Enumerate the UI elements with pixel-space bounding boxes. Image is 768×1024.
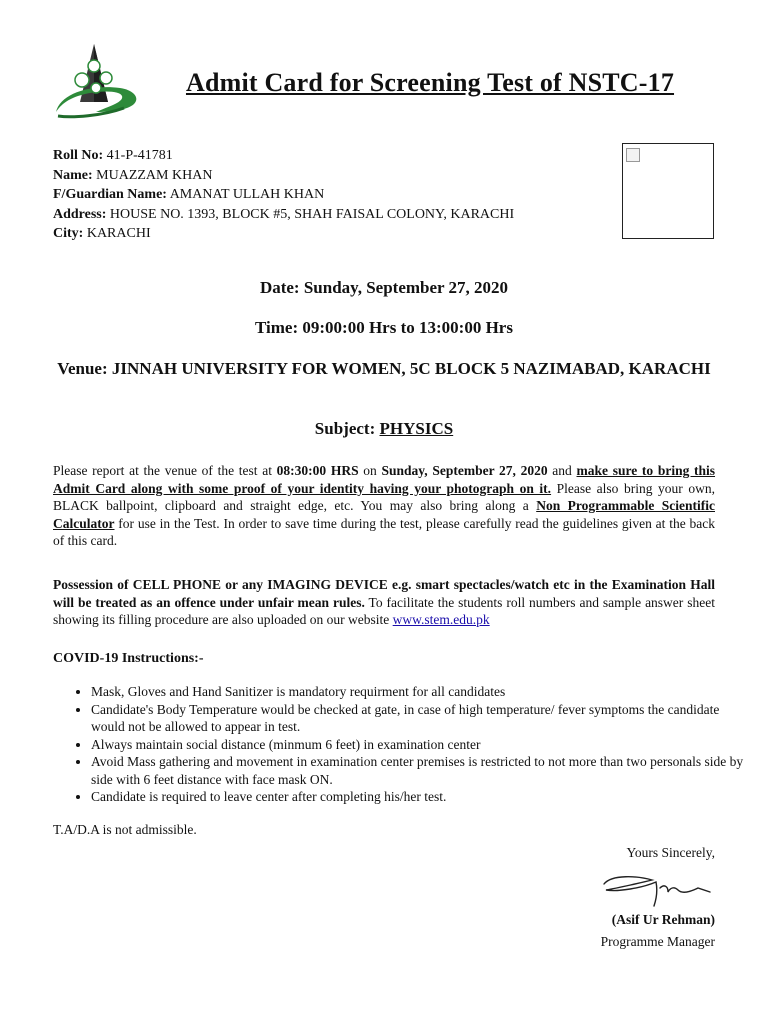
tada-note: T.A/D.A is not admissible. [53,822,197,837]
name-value: MUAZZAM KHAN [96,167,213,183]
subject-label: Subject: [314,419,376,438]
exam-date: Date: Sunday, September 27, 2020 [259,278,509,297]
text: Please also bring your own, BLACK ballpoint, clipboard and straight edge, etc. You may also bring along a [53,480,715,513]
text: on [358,463,382,478]
covid-instructions-list [53,683,753,806]
closing-salutation: Yours Sincerely, [626,845,715,860]
address-label: Address: [53,206,107,222]
exam-subject [53,419,715,439]
candidate-photo [622,143,714,239]
list-item: • Mask, Gloves and Hand Sanitizer is mandatory requirment for all candidates [91,683,753,701]
name-row [53,166,514,186]
device-warning [53,576,715,629]
roll-number-value: 41-P-41781 [106,148,173,163]
guardian-row [53,185,514,205]
text: and [547,463,577,478]
roll-number-label: Roll No: [53,148,104,163]
exam-time: Time: 09:00:00 Hrs to 13:00:00 Hrs [255,318,513,337]
signer-role: Programme Manager [600,934,715,949]
address-row [53,205,514,225]
reporting-instructions [53,462,715,550]
signer-name: (Asif Ur Rehman) [611,912,715,927]
text: Please report at the venue of the test at [53,463,277,478]
covid-heading: COVID-19 Instructions:- [53,651,204,666]
candidate-details [53,146,514,244]
subject-value: PHYSICS [379,419,454,438]
exam-venue: Venue: JINNAH UNIVERSITY FOR WOMEN, 5C BLOCK 5 NAZIMABAD, KARACHI [57,359,711,378]
signature-icon [598,862,718,912]
website-link[interactable]: www.stem.edu.pk [392,612,490,627]
reporting-time: 08:30:00 HRS [276,463,359,478]
text: for use in the Test. In order to save time during the test, please carefully read the guidelines given at the back of this card. [53,515,715,548]
calculator-note: Non Programmable Scientific Calculator [53,498,715,531]
list-item: • Always maintain social distance (minmum 6 feet) in examination center [91,736,753,754]
list-item: • Candidate is required to leave center after completing his/her test. [91,788,753,806]
guardian-value: AMANAT ULLAH KHAN [169,187,325,202]
address-value: HOUSE NO. 1393, BLOCK #5, SHAH FAISAL COLONY, KARACHI [109,206,515,222]
admit-card-requirement: make sure to bring this Admit Card along with some proof of your identity having your photograph on it. [53,463,716,496]
roll-number-row [53,146,514,166]
city-value: KARACHI [86,226,151,241]
device-warning-bold: Possession of CELL PHONE or any IMAGING DEVICE e.g. smart spectacles/watch etc in the Examination Hall will be treated as an offence under unfair mean rules. [53,577,715,610]
city-row [53,224,514,244]
city-label: City: [53,226,84,241]
broken-image-icon [626,148,640,162]
name-label: Name: [53,167,93,183]
reporting-date: Sunday, September 27, 2020 [381,463,548,478]
guardian-label: F/Guardian Name: [53,187,167,202]
text: To facilitate the students roll numbers and sample answer sheet showing its filling procedure are also uploaded on our website [53,594,715,627]
list-item: • Avoid Mass gathering and movement in examination center premises is restricted to not more than two personals side by side with 6 feet distance with face mask ON. [91,753,753,788]
nstc-logo-icon [50,42,150,124]
list-item: • Candidate's Body Temperature would be checked at gate, in case of high temperature/ fever symptoms the candidate would not be allowed to appear in test. [91,701,753,736]
page-title: Admit Card for Screening Test of NSTC-17 [185,68,675,97]
